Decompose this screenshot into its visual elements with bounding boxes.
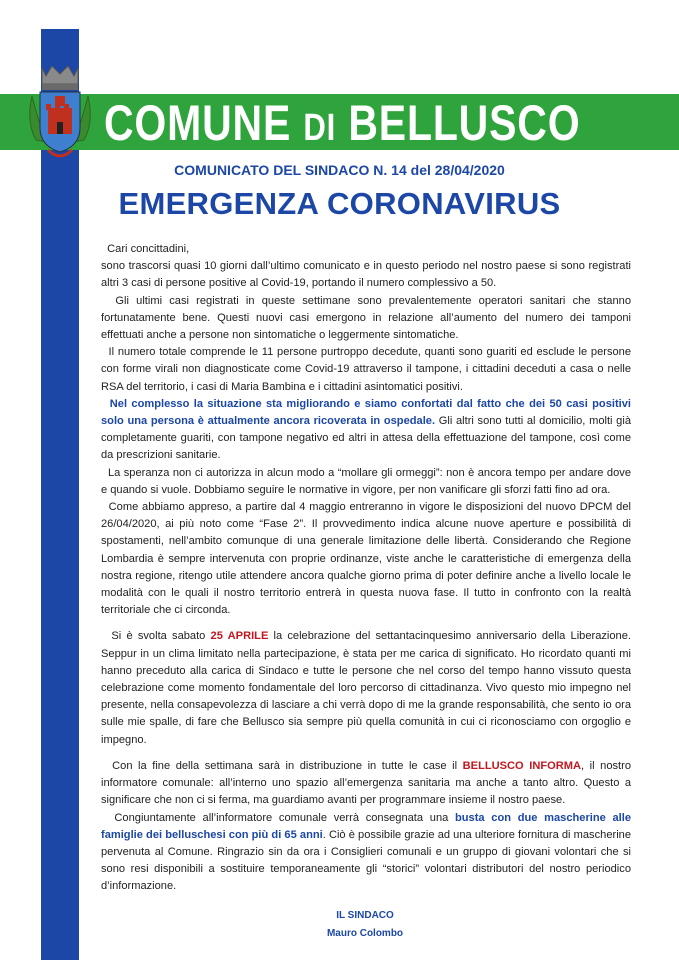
paragraph-greeting <box>101 241 631 258</box>
paragraph-8-a: Si è svolta sabato <box>111 630 211 643</box>
paragraph-greeting-text: Cari concittadini, <box>107 243 190 255</box>
comune-title <box>104 94 580 150</box>
paragraph-8 <box>101 628 631 748</box>
paragraph-9 <box>101 758 631 810</box>
paragraph-4-text: Il numero totale comprende le 11 persone purtroppo decedute, quanti sono guariti ed esclude le persone con forme virali non diagnosticate come Covid-19 attraverso il tampone, i cittadini deceduti a casa o nelle RSA del territorio, i casi di Maria Bambina e i cittadini asintomatici positivi. <box>101 346 632 393</box>
signature-role: IL SINDACO <box>336 910 394 921</box>
paragraph-5 <box>101 396 631 465</box>
bellusco-informa-highlight: BELLUSCO INFORMA <box>462 759 582 772</box>
signature-name: Mauro Colombo <box>326 928 404 939</box>
paragraph-7-text: Come abbiamo appreso, a partire dal 4 maggio entreranno in vigore le disposizioni del nuovo DPCM del 26/04/2020, ai più noto come “Fase 2”. Il provvedimento indica alcune nuove aperture e possibilità di spostamenti, nell’ambito comunque di una generale limitazione delle libertà. Considerando che Regione Lombardia è sempre intervenuta con proprie ordinanze, viste anche le caratteristiche di emergenza della nostra regione, ritengo utile attendere ancora qualche giorno prima di poter definire anche a livello locale le modalità con le quali il nostro territorio entrerà in questa nuova fase. Il tutto in confronto con la realtà territoriale che ci circonda. <box>101 501 631 617</box>
paragraph-9-a: Con la fine della settimana sarà in distribuzione in tutte le case il <box>112 759 463 772</box>
letter-body <box>101 241 631 896</box>
paragraph-10-bold: busta con due mascherine alle famiglie dei belluschesi con più di 65 anni <box>101 811 632 841</box>
comune-title-small: DI <box>303 107 337 149</box>
paragraph-8-b: la celebrazione del settantacinquesimo anniversario della Liberazione. Seppur in un clima limitato nella partecipazione, è stata per me carica di significato. Ho ricordato quanti mi hanno preceduto alla carica di Sindaco e tutte le persone che nel corso del tempo hanno vissuto questa celebrazione come momento fondamentale del loro percorso di cittadinanza. Vivo questo mio impegno nel presente, nella consapevolezza di lasciare a chi verrà dopo di me la grande responsabilità, che sento io ora sulle mie spalle, di fare che Bellusco sia sempre più quella comunità in cui ci riconosciamo con orgoglio e impegno. <box>101 630 631 746</box>
paragraph-5-rest: Gli altri sono tutti al domicilio, molti già completamente guariti, con tampone negativo ed altri in attesa della effettuazione del tampone, così come da prescrizioni sanitarie. <box>101 415 631 462</box>
coat-of-arms-icon <box>22 62 98 172</box>
paragraph-10-a: Congiuntamente all’informatore comunale verrà consegnata una <box>114 811 455 824</box>
comune-title-part-1: COMUNE <box>104 95 304 151</box>
communique-subtitle: COMUNICATO DEL SINDACO N. 14 del 28/04/2020 <box>174 162 505 178</box>
paragraph-6-text: La speranza non ci autorizza in alcun modo a “mollare gli ormeggi”: non è ancora tempo per andare dove e quando si vuole. Dobbiamo seguire le normative in vigore, per non vanificare gli sforzi fatti fino ad ora. <box>101 466 631 496</box>
paragraph-3 <box>101 293 631 345</box>
paragraph-2: sono trascorsi quasi 10 giorni dall’ultimo comunicato e in questo periodo nel nostro paese si sono registrati altri 3 casi di persone positive al Covid-19, portando il numero complessivo a 50. <box>101 260 631 290</box>
paragraph-9-b: , il nostro informatore comunale: all’interno uno spazio all’emergenza sanitaria ma anche a tanto altro. Questo a significare che non ci si ferma, ma guardiamo avanti per programmare insieme il nostro paese. <box>101 759 631 807</box>
paragraph-3-text: Gli ultimi casi registrati in queste settimane sono prevalentemente operatori sanitari che stanno fortunatamente bene. Questi nuovi casi emergono in relazione all’aumento del numero dei tamponi effettuati anche a persone non sintomatiche o leggermente sintomatiche. <box>101 294 631 342</box>
paragraph-5-bold: Nel complesso la situazione sta migliorando e siamo confortati dal fatto che dei 50 casi positivi solo una persona è attualmente ancora ricoverata in ospedale. <box>101 397 631 428</box>
date-highlight: 25 APRILE <box>210 630 269 643</box>
paragraph-4 <box>101 344 631 396</box>
paragraph-10 <box>101 810 631 896</box>
paragraph-10-b: . Ciò è possibile grazie ad una ulteriore fornitura di mascherine pervenuta al Comune. Ringrazio sin da ora i Consiglieri comunali e un gruppo di giovani volontari che si sono resi disponibili a sostituire temporaneamente gli “storici” volontari distributori del nostro periodico d’informazione. <box>101 828 631 893</box>
paragraph-7 <box>101 499 631 619</box>
paragraph-6 <box>101 465 631 499</box>
page-title: EMERGENZA CORONAVIRUS <box>118 186 561 221</box>
comune-title-part-2: BELLUSCO <box>336 95 581 151</box>
